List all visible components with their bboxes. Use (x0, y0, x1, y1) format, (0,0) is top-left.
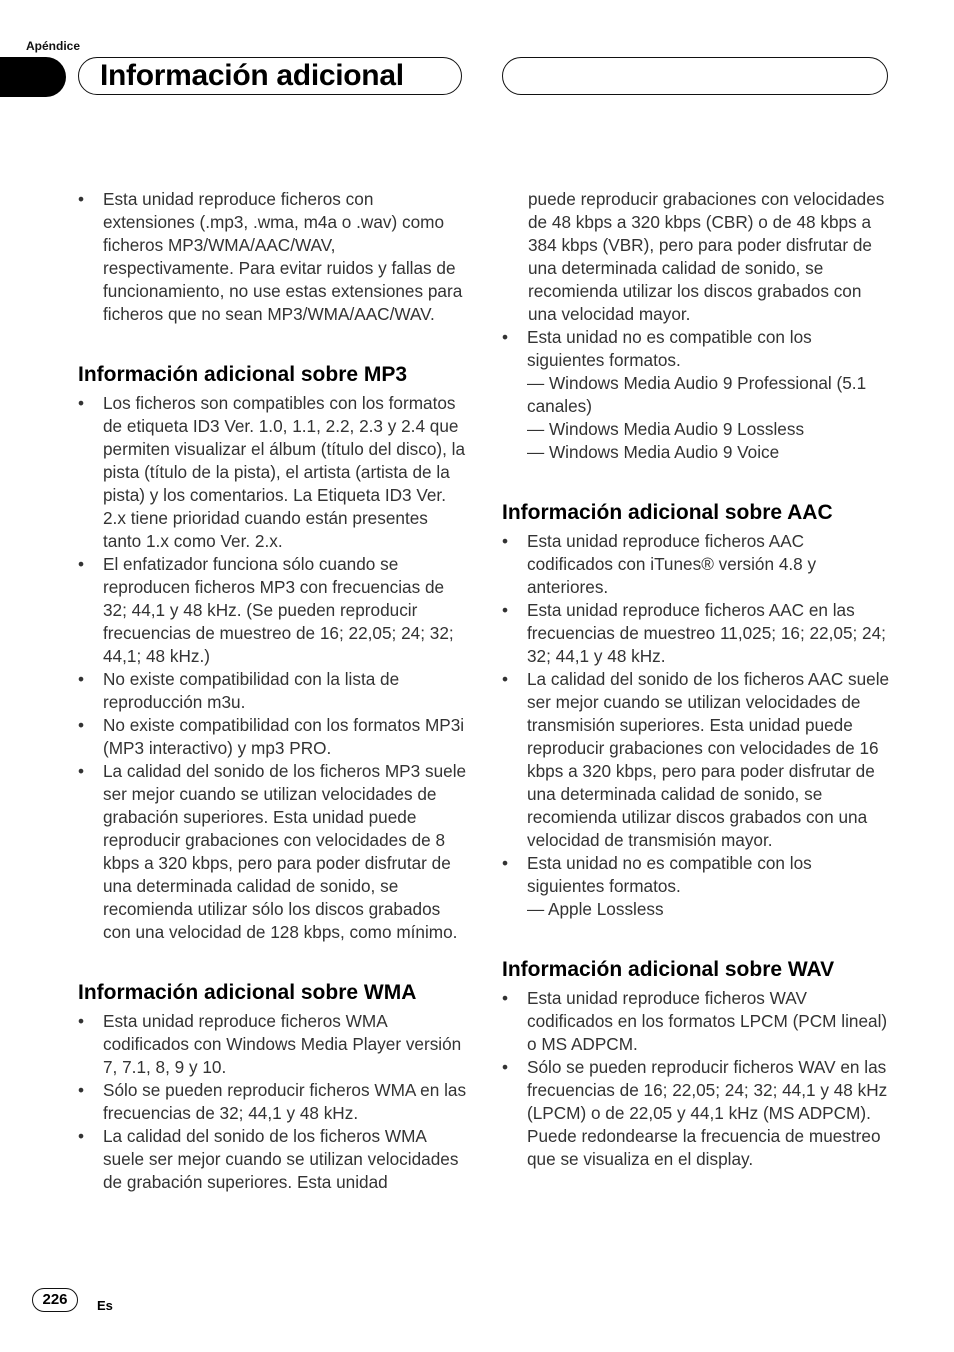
format-item: — Windows Media Audio 9 Voice (527, 442, 780, 462)
list-item: • No existe compatibilidad con la lista de reproducción m3u. (78, 668, 468, 714)
section-tab (0, 57, 66, 97)
list-item: • Esta unidad reproduce ficheros WAV codificados en los formatos LPCM (PCM lineal) o MS ADPCM. (502, 987, 892, 1056)
format-item: — Windows Media Audio 9 Lossless (527, 419, 805, 439)
list-item: • Esta unidad reproduce ficheros AAC codificados con iTunes® versión 4.8 y anteriores. (502, 530, 892, 599)
heading-wma: Información adicional sobre WMA (78, 981, 417, 1004)
heading-wav: Información adicional sobre WAV (502, 958, 835, 981)
page-title: Información adicional (100, 59, 404, 92)
list-item: • La calidad del sonido de los ficheros MP3 suele ser mejor cuando se utilizan velocidades de grabación superiores. Esta unidad puede reproducir grabaciones con velocidades de 8 kbps a 320 kbps, pero para poder disfrutar de una determinada calidad de sonido, se recomienda utilizar sólo los discos grabados con una velocidad de 128 kbps, como mínimo. (78, 760, 468, 944)
list-item-continued: puede reproducir grabaciones con velocidades de 48 kbps a 320 kbps (CBR) o de 48 kbps a 384 kbps (VBR), pero para poder disfrutar de una determinada calidad de sonido, se recomienda utilizar los discos grabados con una velocidad mayor. (528, 189, 885, 324)
left-column (78, 188, 468, 1194)
list-item: • La calidad del sonido de los ficheros WMA suele ser mejor cuando se utilizan velocidades de grabación superiores. Esta unidad (78, 1125, 468, 1194)
heading-aac: Información adicional sobre AAC (502, 501, 833, 524)
format-item: — Windows Media Audio 9 Professional (5.1 canales) (527, 373, 867, 416)
format-item: — Apple Lossless (527, 899, 664, 919)
page-number: 226 (32, 1288, 78, 1312)
list-item: • Sólo se pueden reproducir ficheros WAV en las frecuencias de 16; 22,05; 24; 32; 44,1 y 48 kHz (LPCM) o de 22,05 y 44,1 kHz (MS ADPCM). Puede redondearse la frecuencia de muestreo que se visualiza en el display. (502, 1056, 892, 1171)
heading-mp3: Información adicional sobre MP3 (78, 363, 408, 386)
language-code: Es (97, 1298, 113, 1313)
list-item: • El enfatizador funciona sólo cuando se reproducen ficheros MP3 con frecuencias de 32; 44,1 y 48 kHz. (Se pueden reproducir frecuencias de muestreo de 16; 22,05; 24; 32; 44,1; 48 kHz.) (78, 553, 468, 668)
section-label: Apéndice (26, 39, 81, 53)
right-column (502, 188, 892, 1171)
list-item: • Esta unidad reproduce ficheros WMA codificados con Windows Media Player versión 7, 7.1, 8, 9 y 10. (78, 1010, 468, 1079)
list-item: • Esta unidad no es compatible con los siguientes formatos. (502, 852, 892, 898)
list-item: • Sólo se pueden reproducir ficheros WMA en las frecuencias de 32; 44,1 y 48 kHz. (78, 1079, 468, 1125)
list-item: • La calidad del sonido de los ficheros AAC suele ser mejor cuando se utilizan velocidades de transmisión superiores. Esta unidad puede reproducir grabaciones con velocidades de 16 kbps a 320 kbps, pero para poder disfrutar de una determinada calidad de sonido, se recomienda utilizar discos grabados con una velocidad de transmisión mayor. (502, 668, 892, 852)
list-item: • Esta unidad reproduce ficheros AAC en las frecuencias de muestreo 11,025; 16; 22,05; 24; 32; 44,1 y 48 kHz. (502, 599, 892, 668)
list-item: • No existe compatibilidad con los formatos MP3i (MP3 interactivo) y mp3 PRO. (78, 714, 468, 760)
header-empty-frame (502, 57, 888, 95)
list-item: • Esta unidad reproduce ficheros con extensiones (.mp3, .wma, m4a o .wav) como ficheros MP3/WMA/AAC/WAV, respectivamente. Para evitar ruidos y fallas de funcionamiento, no use estas extensiones para ficheros que no sean MP3/WMA/AAC/WAV. (78, 188, 468, 326)
list-item: • Esta unidad no es compatible con los siguientes formatos. (502, 326, 892, 372)
list-item: • Los ficheros son compatibles con los formatos de etiqueta ID3 Ver. 1.0, 1.1, 2.2, 2.3 y 2.4 que permiten visualizar el álbum (título del disco), la pista (título de la pista), el artista (artista de la pista) y los comentarios. La Etiqueta ID3 Ver. 2.x tiene prioridad cuando están presentes tanto 1.x como Ver. 2.x. (78, 392, 468, 553)
